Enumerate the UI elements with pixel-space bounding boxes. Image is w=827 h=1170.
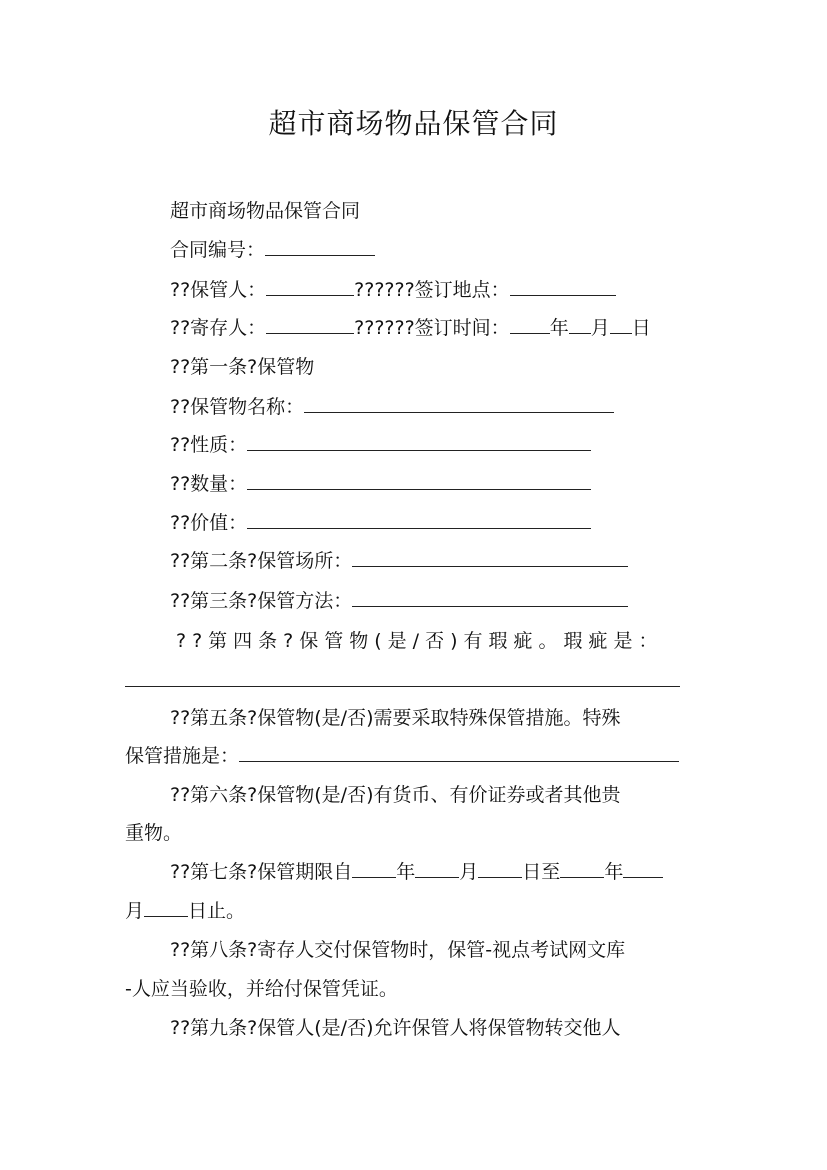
value-blank[interactable] xyxy=(247,511,591,529)
quantity-blank[interactable] xyxy=(247,472,591,490)
period-end-label: 日止。 xyxy=(188,900,246,922)
sign-day-blank[interactable] xyxy=(610,316,632,334)
sign-place-blank[interactable] xyxy=(510,278,616,296)
sign-month-label: 月 xyxy=(590,317,610,339)
period-from-label: ??第七条?保管期限自 xyxy=(170,861,353,883)
article-6-continued: 重物。 xyxy=(125,822,183,844)
to-month-blank[interactable] xyxy=(623,860,663,878)
from-month-label: 月 xyxy=(459,861,479,883)
value-label: ??价值： xyxy=(170,512,248,534)
nature-line xyxy=(170,432,591,458)
article-3-label: ??第三条?保管方法： xyxy=(170,590,353,612)
contract-number-line xyxy=(170,237,375,263)
contract-number-label: 合同编号： xyxy=(170,239,266,261)
storage-method-blank[interactable] xyxy=(352,589,628,607)
storage-place-blank[interactable] xyxy=(352,549,628,567)
special-measures-blank[interactable] xyxy=(239,744,679,762)
nature-blank[interactable] xyxy=(247,433,591,451)
depositor-blank[interactable] xyxy=(266,316,354,334)
article-8-text: ??第八条?寄存人交付保管物时，保管-视点考试网文库 xyxy=(170,939,626,961)
contract-heading: 超市商场物品保管合同 xyxy=(170,200,361,222)
sign-day-label: 日 xyxy=(631,317,651,339)
custodian-blank[interactable] xyxy=(266,278,354,296)
to-year-label: 年 xyxy=(604,861,624,883)
page-title: 超市商场物品保管合同 xyxy=(268,107,559,140)
contract-number-blank[interactable] xyxy=(265,238,375,256)
sign-year-label: 年 xyxy=(549,317,569,339)
article-7-line xyxy=(170,859,663,885)
to-year-blank[interactable] xyxy=(560,860,604,878)
article-6-text: ??第六条?保管物(是/否)有货币、有价证券或者其他贵 xyxy=(170,784,621,806)
article-8-continued: -人应当验收，并给付保管凭证。 xyxy=(125,978,398,1000)
depositor-line xyxy=(170,315,651,341)
sign-month-blank[interactable] xyxy=(569,316,591,334)
from-year-label: 年 xyxy=(396,861,416,883)
value-line xyxy=(170,510,591,536)
from-month-blank[interactable] xyxy=(415,860,459,878)
depositor-label: ??寄存人： xyxy=(170,317,267,339)
from-day-blank[interactable] xyxy=(478,860,522,878)
from-year-blank[interactable] xyxy=(352,860,396,878)
sign-time-label: ??????签订时间： xyxy=(354,317,510,339)
article-4-text: ??第四条?保管物(是/否)有瑕疵。瑕疵是： xyxy=(176,630,664,652)
custodian-label: ??保管人： xyxy=(170,279,267,301)
special-measures-label: 保管措施是： xyxy=(125,745,240,767)
article-7-continued xyxy=(125,898,245,924)
special-measures-line xyxy=(125,743,679,769)
quantity-label: ??数量： xyxy=(170,473,248,495)
sign-place-label: ??????签订地点： xyxy=(354,279,510,301)
article-2-line xyxy=(170,548,628,574)
item-name-blank[interactable] xyxy=(304,395,614,413)
article-5-text: ??第五条?保管物(是/否)需要采取特殊保管措施。特殊 xyxy=(170,707,621,729)
article-1-heading: ??第一条?保管物 xyxy=(170,356,315,378)
custodian-line xyxy=(170,277,616,303)
period-to-label: 日至 xyxy=(522,861,561,883)
item-name-label: ??保管物名称： xyxy=(170,396,305,418)
article-3-line xyxy=(170,588,628,614)
quantity-line xyxy=(170,471,591,497)
sign-year-blank[interactable] xyxy=(510,316,550,334)
article-2-label: ??第二条?保管场所： xyxy=(170,550,353,572)
item-name-line xyxy=(170,394,614,420)
to-day-blank[interactable] xyxy=(144,899,188,917)
to-month-label: 月 xyxy=(125,900,145,922)
defect-blank[interactable] xyxy=(125,686,680,687)
nature-label: ??性质： xyxy=(170,434,248,456)
article-9-text: ??第九条?保管人(是/否)允许保管人将保管物转交他人 xyxy=(170,1017,621,1039)
